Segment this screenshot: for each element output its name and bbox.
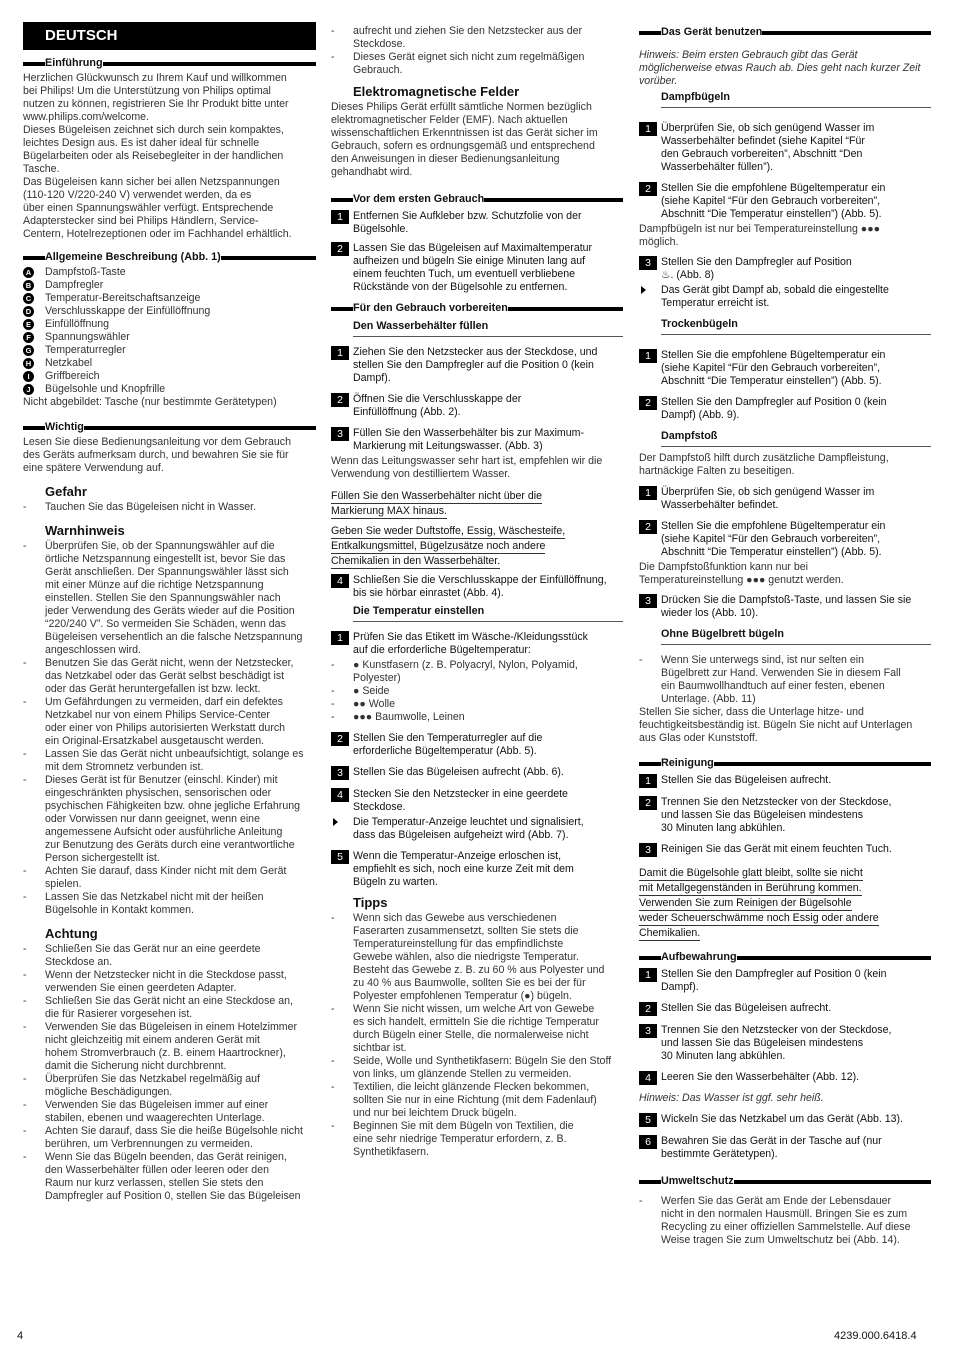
step-text: Bewahren Sie das Gerät in der Tasche auf (nur bestimmte Gerätetypen). — [661, 1135, 882, 1160]
list-item: - Beginnen Sie mit dem Bügeln von Textilien, die eine sehr niedrige Temperatur erfordern, z. B. Synthetikfasern. — [331, 1120, 623, 1159]
stoss-step-1 — [639, 486, 931, 512]
section-umweltschutz: Umweltschutz — [639, 1175, 931, 1188]
section-vor-dem-ersten-gebrauch: Vor dem ersten Gebrauch — [331, 193, 623, 206]
part-letter-icon: H — [23, 358, 34, 369]
warning-line: Chemikalien in den Wasserbehälter. — [331, 555, 501, 567]
step-text: Prüfen Sie das Etikett im Wäsche-/Kleidungsstück auf die erforderliche Bügeltemperatur: — [353, 631, 588, 656]
part-item — [23, 370, 316, 383]
wasser-step-2 — [331, 393, 623, 419]
step-number: 4 — [331, 788, 349, 802]
dampfstoss-heading: Dampfstoß — [661, 430, 931, 447]
ohne-item: - Wenn Sie unterwegs sind, ist nur selten ein Bügelbrett zur Hand. Verwenden Sie in diesem Fall ein Baumwollhandtuch auf einer festen, ebenen Unterlage. (Abb. 11) — [639, 654, 931, 706]
column-middle — [331, 25, 623, 1159]
wasser-step-1 — [331, 346, 623, 385]
step-number: 1 — [639, 122, 657, 136]
wasser-note: Wenn das Leitungswasser sehr hart ist, empfehlen wir die Verwendung von destilliertem Wasser. — [331, 455, 603, 480]
part-item — [23, 266, 316, 279]
step-text: Ziehen Sie den Netzstecker aus der Steckdose, und stellen Sie den Dampfregler auf die Position 0 (kein Dampf). — [353, 346, 598, 384]
step-text: Stellen Sie die empfohlene Bügeltemperatur ein (siehe Kapitel “Für den Gebrauch vorbereiten”, Abschnitt “Die Temperatur einstellen”) (Abb. 5). — [661, 520, 886, 558]
list-item: - Wenn Sie nicht wissen, um welche Art von Gewebe es sich handelt, ermitteln Sie die richtige Temperatur durch Bügeln einer Stelle, die normalerweise nicht sichtbar ist. — [331, 1003, 623, 1055]
part-item — [23, 305, 316, 318]
tipps-list — [331, 912, 623, 1159]
step-text: Stellen Sie die empfohlene Bügeltemperatur ein (siehe Kapitel “Für den Gebrauch vorbereiten”, Abschnitt “Die Temperatur einstellen”) (Abb. 5). — [661, 349, 886, 387]
temperatur-heading: Die Temperatur einstellen — [353, 605, 623, 622]
achtung-heading: Achtung — [45, 926, 98, 941]
step-text: Überprüfen Sie, ob sich genügend Wasser im Wasserbehälter befindet. — [661, 486, 875, 511]
section-allgemeine-beschreibung: Allgemeine Beschreibung (Abb. 1) — [23, 251, 316, 264]
warning-line: Geben Sie weder Duftstoffe, Essig, Wäschesteife, — [331, 525, 566, 537]
list-item: - ●●● Baumwolle, Leinen — [331, 711, 623, 724]
temp-step-4 — [331, 788, 623, 814]
step-number: 6 — [639, 1135, 657, 1149]
section-aufbewahrung: Aufbewahrung — [639, 951, 931, 964]
part-letter-icon: G — [23, 345, 34, 356]
temp-step-3 — [331, 766, 623, 780]
step-number: 3 — [639, 256, 657, 270]
auf-step-6 — [639, 1135, 931, 1161]
part-label: Verschlusskappe der Einfüllöffnung — [45, 305, 211, 317]
temp-step-5 — [331, 850, 623, 889]
step-number: 1 — [639, 486, 657, 500]
part-letter-icon: A — [23, 267, 34, 278]
continued-item: - aufrecht und ziehen Sie den Netzstecker aus der Steckdose. — [331, 25, 623, 51]
list-item: - Verwenden Sie das Bügeleisen in einem Hotelzimmer nicht gleichzeitig mit einem anderen Gerät mit hohem Stromverbrauch (z. B. einem Haartrockner), damit die Sicherung nicht durchbrennt. — [23, 1021, 316, 1073]
part-letter-icon: E — [23, 319, 34, 330]
warnhinweis-heading: Warnhinweis — [45, 523, 125, 538]
gefahr-heading: Gefahr — [45, 484, 87, 499]
part-letter-icon: F — [23, 332, 34, 343]
ohne-buegelbrett-heading: Ohne Bügelbrett bügeln — [661, 628, 931, 645]
vor-step-2 — [331, 242, 623, 294]
column-left — [23, 22, 316, 1203]
section-wichtig: Wichtig — [23, 421, 316, 434]
step-number: 1 — [331, 631, 349, 645]
list-item: - Lassen Sie das Gerät nicht unbeaufsichtigt, solange es mit dem Stromnetz verbunden ist. — [23, 748, 316, 774]
list-item: - Benutzen Sie das Gerät nicht, wenn der Netzstecker, das Netzkabel oder das Gerät selbst beschädigt ist oder das Gerät heruntergefallen ist bzw. leckt. — [23, 657, 316, 696]
part-item — [23, 318, 316, 331]
part-letter-icon: C — [23, 293, 34, 304]
step-text: Reinigen Sie das Gerät mit einem feuchten Tuch. — [661, 843, 892, 855]
gefahr-list — [23, 501, 316, 514]
einfuehrung-text: Herzlichen Glückwunsch zu Ihrem Kauf und willkommen bei Philips! Um die Unterstützung von Philips optimal nutzen zu können, registrieren Sie Ihr Produkt bitte unter www.philips.com/welcome. Dieses Bügeleisen zeichnet sich durch sein kompaktes, leichtes Design aus. Es ist daher ideal für schnelle Bügelarbeiten oder als Reisebegleiter in der handlichen Tasche. Das Bügeleisen kann sicher bei allen Netzspannungen (110-120 V/220-240 V) verwendet werden, da es über einen Spannungswähler verfügt. Entsprechende Adapterstecker sind bei Philips Händlern, Service- Centern, Hotelrezeptionen oder im Fachhandel erhältlich. — [23, 72, 292, 240]
wasser-warning-1 — [331, 489, 623, 519]
list-item: - Um Gefährdungen zu vermeiden, darf ein defektes Netzkabel nur von einem Philips Service-Center oder einer von Philips autorisierten Werkstatt durch ein Original-Ersatzkabel ausgetauscht werden. — [23, 696, 316, 748]
warning-line: Füllen Sie den Wasserbehälter nicht über die — [331, 490, 543, 502]
temp-list — [331, 659, 623, 724]
list-item: - Wenn Sie das Bügeln beenden, das Gerät reinigen, den Wasserbehälter füllen oder leeren oder den Raum nur kurz verlassen, stellen Sie stets den Dampfregler auf Position 0, stellen Sie das Bügeleisen — [23, 1151, 316, 1203]
step-text: Stellen Sie die empfohlene Bügeltemperatur ein (siehe Kapitel “Für den Gebrauch vorbereiten”, Abschnitt “Die Temperatur einstellen”) (Abb. 5). — [661, 182, 886, 220]
rein-step-3 — [639, 843, 931, 857]
part-label: Griffbereich — [45, 370, 100, 382]
list-item: - Tauchen Sie das Bügeleisen nicht in Wasser. — [23, 501, 316, 514]
step-number: 2 — [331, 393, 349, 407]
damp-step-3 — [639, 256, 931, 282]
step-number: 4 — [639, 1071, 657, 1085]
part-label: Temperatur-Bereitschaftsanzeige — [45, 292, 201, 304]
step-number: 3 — [639, 594, 657, 608]
part-item — [23, 383, 316, 396]
emf-heading: Elektromagnetische Felder — [353, 84, 520, 99]
list-item: - Textilien, die leicht glänzende Flecken bekommen, sollten Sie nur in eine Richtung (mit dem Fadenlauf) und nur bei leichtem Druck bügeln. — [331, 1081, 623, 1120]
part-letter-icon: B — [23, 280, 34, 291]
step-number: 3 — [639, 843, 657, 857]
warning-line: Chemikalien. — [639, 927, 701, 939]
step-text: Drücken Sie die Dampfstoß-Taste, und lassen Sie sie wieder los (Abb. 10). — [661, 594, 912, 619]
part-letter-icon: J — [23, 384, 34, 395]
auf-hinweis: Hinweis: Das Wasser ist ggf. sehr heiß. — [639, 1092, 824, 1104]
reinigung-warning — [639, 866, 931, 941]
list-item: - Seide, Wolle und Synthetikfasern: Bügeln Sie den Stoff von links, um glänzende Stellen zu vermeiden. — [331, 1055, 623, 1081]
part-item — [23, 331, 316, 344]
step-number: 1 — [639, 968, 657, 982]
part-item — [23, 344, 316, 357]
part-letter-icon: D — [23, 306, 34, 317]
list-item: - Wenn der Netzstecker nicht in die Steckdose passt, verwenden Sie einen geerdeten Adapter. — [23, 969, 316, 995]
step-number: 4 — [331, 574, 349, 588]
trock-step-2 — [639, 396, 931, 422]
warnhinweis-list — [23, 540, 316, 917]
part-label: Dampfstoß-Taste — [45, 266, 126, 278]
list-item: - ● Kunstfasern (z. B. Polyacryl, Nylon, Polyamid, Polyester) — [331, 659, 623, 685]
step-text: Überprüfen Sie, ob sich genügend Wasser im Wasserbehälter befindet (siehe Kapitel “Für den Gebrauch vorbereiten”, Abschnitt “Den Wasserbehälter füllen”). — [661, 122, 875, 173]
step-text: Stellen Sie das Bügeleisen aufrecht. — [661, 1002, 832, 1014]
warning-line: mit Metallgegenständen in Berührung kommen. — [639, 882, 862, 894]
temp-step-4-result: Die Temperatur-Anzeige leuchtet und signalisiert, dass das Bügeleisen aufgeheizt wird (Abb. 7). — [331, 816, 623, 842]
step-number: 2 — [331, 242, 349, 256]
warning-line: Markierung MAX hinaus. — [331, 505, 447, 517]
step-number: 3 — [639, 1024, 657, 1038]
list-item: - ●● Wolle — [331, 698, 623, 711]
step-number: 2 — [639, 520, 657, 534]
step-text: Lassen Sie das Bügeleisen auf Maximaltemperatur aufheizen und bügeln Sie einige Minuten lang auf einem feuchten Tuch, um eventuell verbliebene Rückstände von der Bügelsohle zu entfernen. — [353, 242, 593, 293]
section-reinigung: Reinigung — [639, 757, 931, 770]
list-item: - ● Seide — [331, 685, 623, 698]
hinweis-rauch: Hinweis: Beim ersten Gebrauch gibt das Gerät möglicherweise etwas Rauch ab. Dies geht nach kurzer Zeit vorüber. — [639, 49, 921, 87]
wasserbehaelter-heading: Den Wasserbehälter füllen — [353, 320, 623, 337]
wasser-step-4 — [331, 574, 623, 600]
section-einfuehrung: Einführung — [23, 57, 316, 70]
list-item: - Schließen Sie das Gerät nur an eine geerdete Steckdose an. — [23, 943, 316, 969]
damp-step-2 — [639, 182, 931, 221]
ohne-text: Stellen Sie sicher, dass die Unterlage hitze- und feuchtigkeitsbeständig ist. Bügeln Sie nicht auf Unterlagen aus Glas oder Kunststoff. — [639, 706, 913, 744]
step-text: Stellen Sie das Bügeleisen aufrecht. — [661, 774, 832, 786]
section-geraet-benutzen: Das Gerät benutzen — [639, 26, 931, 39]
step-text: Stellen Sie den Dampfregler auf Position ♨. (Abb. 8) — [661, 256, 852, 281]
part-label: Netzkabel — [45, 357, 93, 369]
part-item — [23, 279, 316, 292]
emf-text: Dieses Philips Gerät erfüllt sämtliche Normen bezüglich elektromagnetischer Felder (EMF). Nach aktuellen wissenschaftlichen Erkenntnissen ist das Gerät sicher im Gebrauch, sofern es ordnungsgemäß und entsprechend den Anweisungen in dieser Bedienungsanleitung gehandhabt wird. — [331, 101, 598, 178]
step-text: Füllen Sie den Wasserbehälter bis zur Maximum- Markierung mit Leitungswasser. (Abb. 3) — [353, 427, 584, 452]
step-text: Stellen Sie das Bügeleisen aufrecht (Abb. 6). — [353, 766, 564, 778]
step-text: Trennen Sie den Netzstecker von der Steckdose, und lassen Sie das Bügeleisen mindestens 30 Minuten lang abkühlen. — [661, 796, 892, 834]
stoss-step-3 — [639, 594, 931, 620]
column-right — [639, 26, 931, 1247]
part-letter-icon: I — [23, 371, 34, 382]
step-number: 1 — [639, 349, 657, 363]
list-item: - Verwenden Sie das Bügeleisen immer auf einer stabilen, ebenen und waagerechten Unterlage. — [23, 1099, 316, 1125]
part-item — [23, 292, 316, 305]
step-text: Trennen Sie den Netzstecker von der Steckdose, und lassen Sie das Bügeleisen mindestens 30 Minuten lang abkühlen. — [661, 1024, 892, 1062]
vor-step-1 — [331, 210, 623, 236]
warning-line: weder Scheuerschwämme noch Essig oder andere — [639, 912, 879, 924]
step-number: 2 — [331, 732, 349, 746]
part-label: Dampfregler — [45, 279, 104, 291]
trockenbuegeln-heading: Trockenbügeln — [661, 318, 931, 335]
step-number: 3 — [331, 427, 349, 441]
step-number: 3 — [331, 766, 349, 780]
step-text: Wenn die Temperatur-Anzeige erloschen ist, empfiehlt es sich, noch eine kurze Zeit mit dem Bügeln zu warten. — [353, 850, 574, 888]
nicht-abgebildet: Nicht abgebildet: Tasche (nur bestimmte Gerätetypen) — [23, 396, 277, 408]
step-number: 1 — [639, 774, 657, 788]
list-item: - Achten Sie darauf, dass Kinder nicht mit dem Gerät spielen. — [23, 865, 316, 891]
section-gebrauch-vorbereiten: Für den Gebrauch vorbereiten — [331, 302, 623, 315]
warning-line: Entkalkungsmittel, Bügelzusätze noch andere — [331, 540, 546, 552]
damp-step-3-result: Das Gerät gibt Dampf ab, sobald die eingestellte Temperatur erreicht ist. — [639, 284, 931, 310]
auf-step-2 — [639, 1002, 931, 1016]
auf-step-3 — [639, 1024, 931, 1063]
auf-step-1 — [639, 968, 931, 994]
dampfstoss-text: Der Dampfstoß hilft durch zusätzliche Dampfleistung, hartnäckige Falten zu beseitigen. — [639, 452, 889, 477]
achtung-list — [23, 943, 316, 1203]
damp-step-1 — [639, 122, 931, 174]
list-item: - Achten Sie darauf, dass Sie die heiße Bügelsohle nicht berühren, um Verbrennungen zu vermeiden. — [23, 1125, 316, 1151]
stoss-note: Die Dampfstoßfunktion kann nur bei Temperatureinstellung ●●● genutzt werden. — [639, 561, 844, 586]
wasser-step-3 — [331, 427, 623, 453]
damp-note: Dampfbügeln ist nur bei Temperatureinstellung ●●● möglich. — [639, 223, 881, 248]
step-text: Wickeln Sie das Netzkabel um das Gerät (Abb. 13). — [661, 1113, 903, 1125]
part-label: Bügelsohle und Knopfrille — [45, 383, 166, 395]
step-number: 1 — [331, 346, 349, 360]
step-text: Schließen Sie die Verschlusskappe der Einfüllöffnung, bis sie hörbar einrastet (Abb. 4). — [353, 574, 607, 599]
list-item: - Wenn sich das Gewebe aus verschiedenen Faserarten zusammensetzt, sollten Sie stets die Temperatureinstellung für das empfindlichste Gewebe wählen, also die niedrigste Temperatur. Besteht das Gewebe z. B. zu 60 % aus Polyester und zu 40 % aus Baumwolle, sollten Sie es bei der für Polyester empfohlenen Temperatur (●) bügeln. — [331, 912, 623, 1003]
stoss-step-2 — [639, 520, 931, 559]
temp-step-1 — [331, 631, 623, 657]
umwelt-item: - Werfen Sie das Gerät am Ende der Lebensdauer nicht in den normalen Hausmüll. Bringen Sie es zum Recycling zu einer offiziellen Sammelstelle. Auf diese Weise tragen Sie zum Umweltschutz bei (Abb. 14). — [639, 1195, 931, 1247]
step-number: 5 — [639, 1113, 657, 1127]
warning-line: Verwenden Sie zum Reinigen der Bügelsohle — [639, 897, 852, 909]
auf-step-5 — [639, 1113, 931, 1127]
list-item: - Schließen Sie das Gerät nicht an eine Steckdose an, die für Rasierer vorgesehen ist. — [23, 995, 316, 1021]
step-number: 2 — [639, 182, 657, 196]
wichtig-text: Lesen Sie diese Bedienungsanleitung vor dem Gebrauch des Geräts aufmerksam durch, und bewahren Sie sie für eine spätere Verwendung auf. — [23, 436, 291, 474]
part-item — [23, 357, 316, 370]
list-item: - Überprüfen Sie das Netzkabel regelmäßig auf mögliche Beschädigungen. — [23, 1073, 316, 1099]
part-label: Spannungswähler — [45, 331, 130, 343]
language-heading: DEUTSCH — [23, 22, 316, 50]
step-number: 5 — [331, 850, 349, 864]
step-number: 2 — [639, 796, 657, 810]
step-text: Öffnen Sie die Verschlusskappe der Einfüllöffnung (Abb. 2). — [353, 393, 522, 418]
list-item: - Lassen Sie das Netzkabel nicht mit der heißen Bügelsohle in Kontakt kommen. — [23, 891, 316, 917]
continued-item-2: - Dieses Gerät eignet sich nicht zum regelmäßigen Gebrauch. — [331, 51, 623, 77]
step-text: Entfernen Sie Aufkleber bzw. Schutzfolie von der Bügelsohle. — [353, 210, 582, 235]
step-number: 1 — [331, 210, 349, 224]
rein-step-1 — [639, 774, 931, 788]
list-item: - Dieses Gerät ist für Benutzer (einschl. Kinder) mit eingeschränkten physischen, sensorischen oder psychischen Fähigkeiten bzw. ohne jegliche Erfahrung oder Vorwissen nur dann geeignet, wenn eine angemessene Aufsicht oder ausführliche Anleitung zur Benutzung des Geräts durch eine verantwortliche Person sichergestellt ist. — [23, 774, 316, 865]
auf-step-4 — [639, 1071, 931, 1085]
step-text: Stecken Sie den Netzstecker in eine geerdete Steckdose. — [353, 788, 568, 813]
page-number: 4 — [17, 1330, 24, 1342]
step-text: Stellen Sie den Dampfregler auf Position 0 (kein Dampf) (Abb. 9). — [661, 396, 887, 421]
rein-step-2 — [639, 796, 931, 835]
part-label: Temperaturregler — [45, 344, 126, 356]
parts-list — [23, 266, 316, 396]
trock-step-1 — [639, 349, 931, 388]
document-code: 4239.000.6418.4 — [834, 1330, 917, 1342]
step-text: Stellen Sie den Temperaturregler auf die erforderliche Bügeltemperatur (Abb. 5). — [353, 732, 543, 757]
step-number: 2 — [639, 1002, 657, 1016]
part-label: Einfüllöffnung — [45, 318, 110, 330]
list-item: - Überprüfen Sie, ob der Spannungswähler auf die örtliche Netzspannung eingestellt ist, bevor Sie das Gerät anschließen. Der Spannungswähler lässt sich mit einer Münze auf die richtige Netzspannung einstellen. Stellen Sie den Spannungswähler nach jeder Verwendung des Geräts wieder auf die Position “220/240 V”. So vermeiden Sie Schäden, wenn das Bügeleisen versehentlich an die falsche Netzspannung angeschlossen wird. — [23, 540, 316, 657]
dampfbuegeln-heading: Dampfbügeln — [661, 91, 931, 108]
temp-step-2 — [331, 732, 623, 758]
tipps-heading: Tipps — [353, 895, 388, 910]
step-text: Leeren Sie den Wasserbehälter (Abb. 12). — [661, 1071, 860, 1083]
step-text: Stellen Sie den Dampfregler auf Position 0 (kein Dampf). — [661, 968, 887, 993]
wasser-warning-2 — [331, 524, 623, 569]
step-number: 2 — [639, 396, 657, 410]
warning-line: Damit die Bügelsohle glatt bleibt, sollte sie nicht — [639, 867, 863, 879]
